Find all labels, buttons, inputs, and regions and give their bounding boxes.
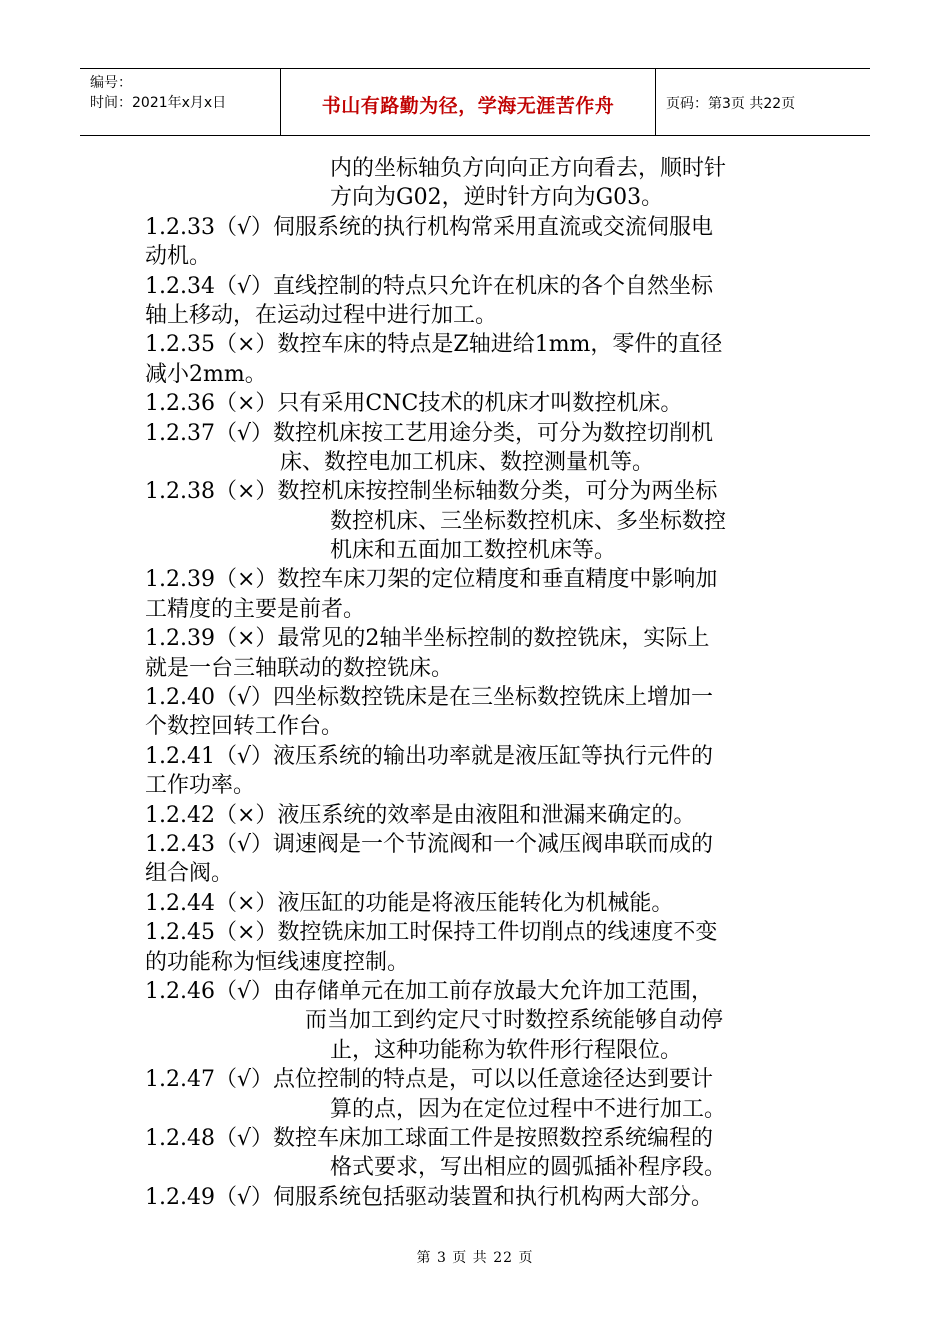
text-line: 组合阀。 <box>145 861 234 887</box>
text-line: 工精度的主要是前者。 <box>145 596 366 622</box>
header-motto: 书山有路勤为径，学海无涯苦作舟 <box>281 69 656 135</box>
text-line: 1.2.44（×）液压缸的功能是将液压能转化为机械能。 <box>145 890 674 916</box>
document-body <box>145 154 815 1212</box>
text-line: 1.2.47（√）点位控制的特点是，可以以任意途径达到要计 <box>145 1067 713 1093</box>
text-line: 动机。 <box>145 244 212 270</box>
text-line: 方向为G02，逆时针方向为G03。 <box>330 185 664 211</box>
text-line: 1.2.43（√）调速阀是一个节流阀和一个减压阀串联而成的 <box>145 831 713 857</box>
text-line: 数控机床、三坐标数控机床、多坐标数控 <box>330 508 727 534</box>
text-line: 1.2.34（√）直线控制的特点只允许在机床的各个自然坐标 <box>145 273 713 299</box>
page-footer: 第 3 页 共 22 页 <box>416 1250 534 1266</box>
text-line: 个数控回转工作台。 <box>145 714 344 740</box>
header-meta <box>80 69 281 135</box>
text-line: 1.2.41（√）液压系统的输出功率就是液压缸等执行元件的 <box>145 743 713 769</box>
text-line: 格式要求，写出相应的圆弧插补程序段。 <box>330 1155 727 1181</box>
text-line: 1.2.33（√）伺服系统的执行机构常采用直流或交流伺服电 <box>145 214 713 240</box>
header-page-number: 页码：第3页 共22页 <box>666 96 796 112</box>
page-header <box>80 68 870 136</box>
text-line: 1.2.42（×）液压系统的效率是由液阻和泄漏来确定的。 <box>145 802 696 828</box>
text-line: 1.2.46（√）由存储单元在加工前存放最大允许加工范围， <box>145 978 713 1004</box>
text-line: 就是一台三轴联动的数控铣床。 <box>145 655 454 681</box>
text-line: 工作功率。 <box>145 773 256 799</box>
text-line: 1.2.45（×）数控铣床加工时保持工件切削点的线速度不变 <box>145 920 718 946</box>
text-line: 1.2.36（×）只有采用CNC技术的机床才叫数控机床。 <box>145 391 683 417</box>
text-line: 1.2.37（√）数控机床按工艺用途分类，可分为数控切削机 <box>145 420 713 446</box>
text-line: 的功能称为恒线速度控制。 <box>145 949 410 975</box>
text-line: 1.2.39（×）数控车床刀架的定位精度和垂直精度中影响加 <box>145 567 718 593</box>
text-line: 床、数控电加工机床、数控测量机等。 <box>280 449 655 475</box>
text-line: 算的点，因为在定位过程中不进行加工。 <box>330 1096 727 1122</box>
text-line: 而当加工到约定尺寸时数控系统能够自动停 <box>305 1008 724 1034</box>
text-line: 止，这种功能称为软件形行程限位。 <box>330 1037 683 1063</box>
text-line: 1.2.35（×）数控车床的特点是Z轴进给1mm，零件的直径 <box>145 332 723 358</box>
time-label: 时间：2021年x月x日 <box>90 95 227 111</box>
text-line: 1.2.48（√）数控车床加工球面工件是按照数控系统编程的 <box>145 1125 713 1151</box>
text-line: 减小2mm。 <box>145 361 267 387</box>
text-line: 内的坐标轴负方向向正方向看去，顺时针 <box>330 156 727 181</box>
text-line: 1.2.39（×）最常见的2轴半坐标控制的数控铣床，实际上 <box>145 626 710 652</box>
text-line: 1.2.38（×）数控机床按控制坐标轴数分类，可分为两坐标 <box>145 479 718 505</box>
text-line: 机床和五面加工数控机床等。 <box>330 538 617 564</box>
text-line: 1.2.40（√）四坐标数控铣床是在三坐标数控铣床上增加一 <box>145 685 713 711</box>
number-label: 编号： <box>90 75 132 91</box>
text-line: 轴上移动，在运动过程中进行加工。 <box>145 302 498 328</box>
text-line: 1.2.49（√）伺服系统包括驱动装置和执行机构两大部分。 <box>145 1184 713 1210</box>
